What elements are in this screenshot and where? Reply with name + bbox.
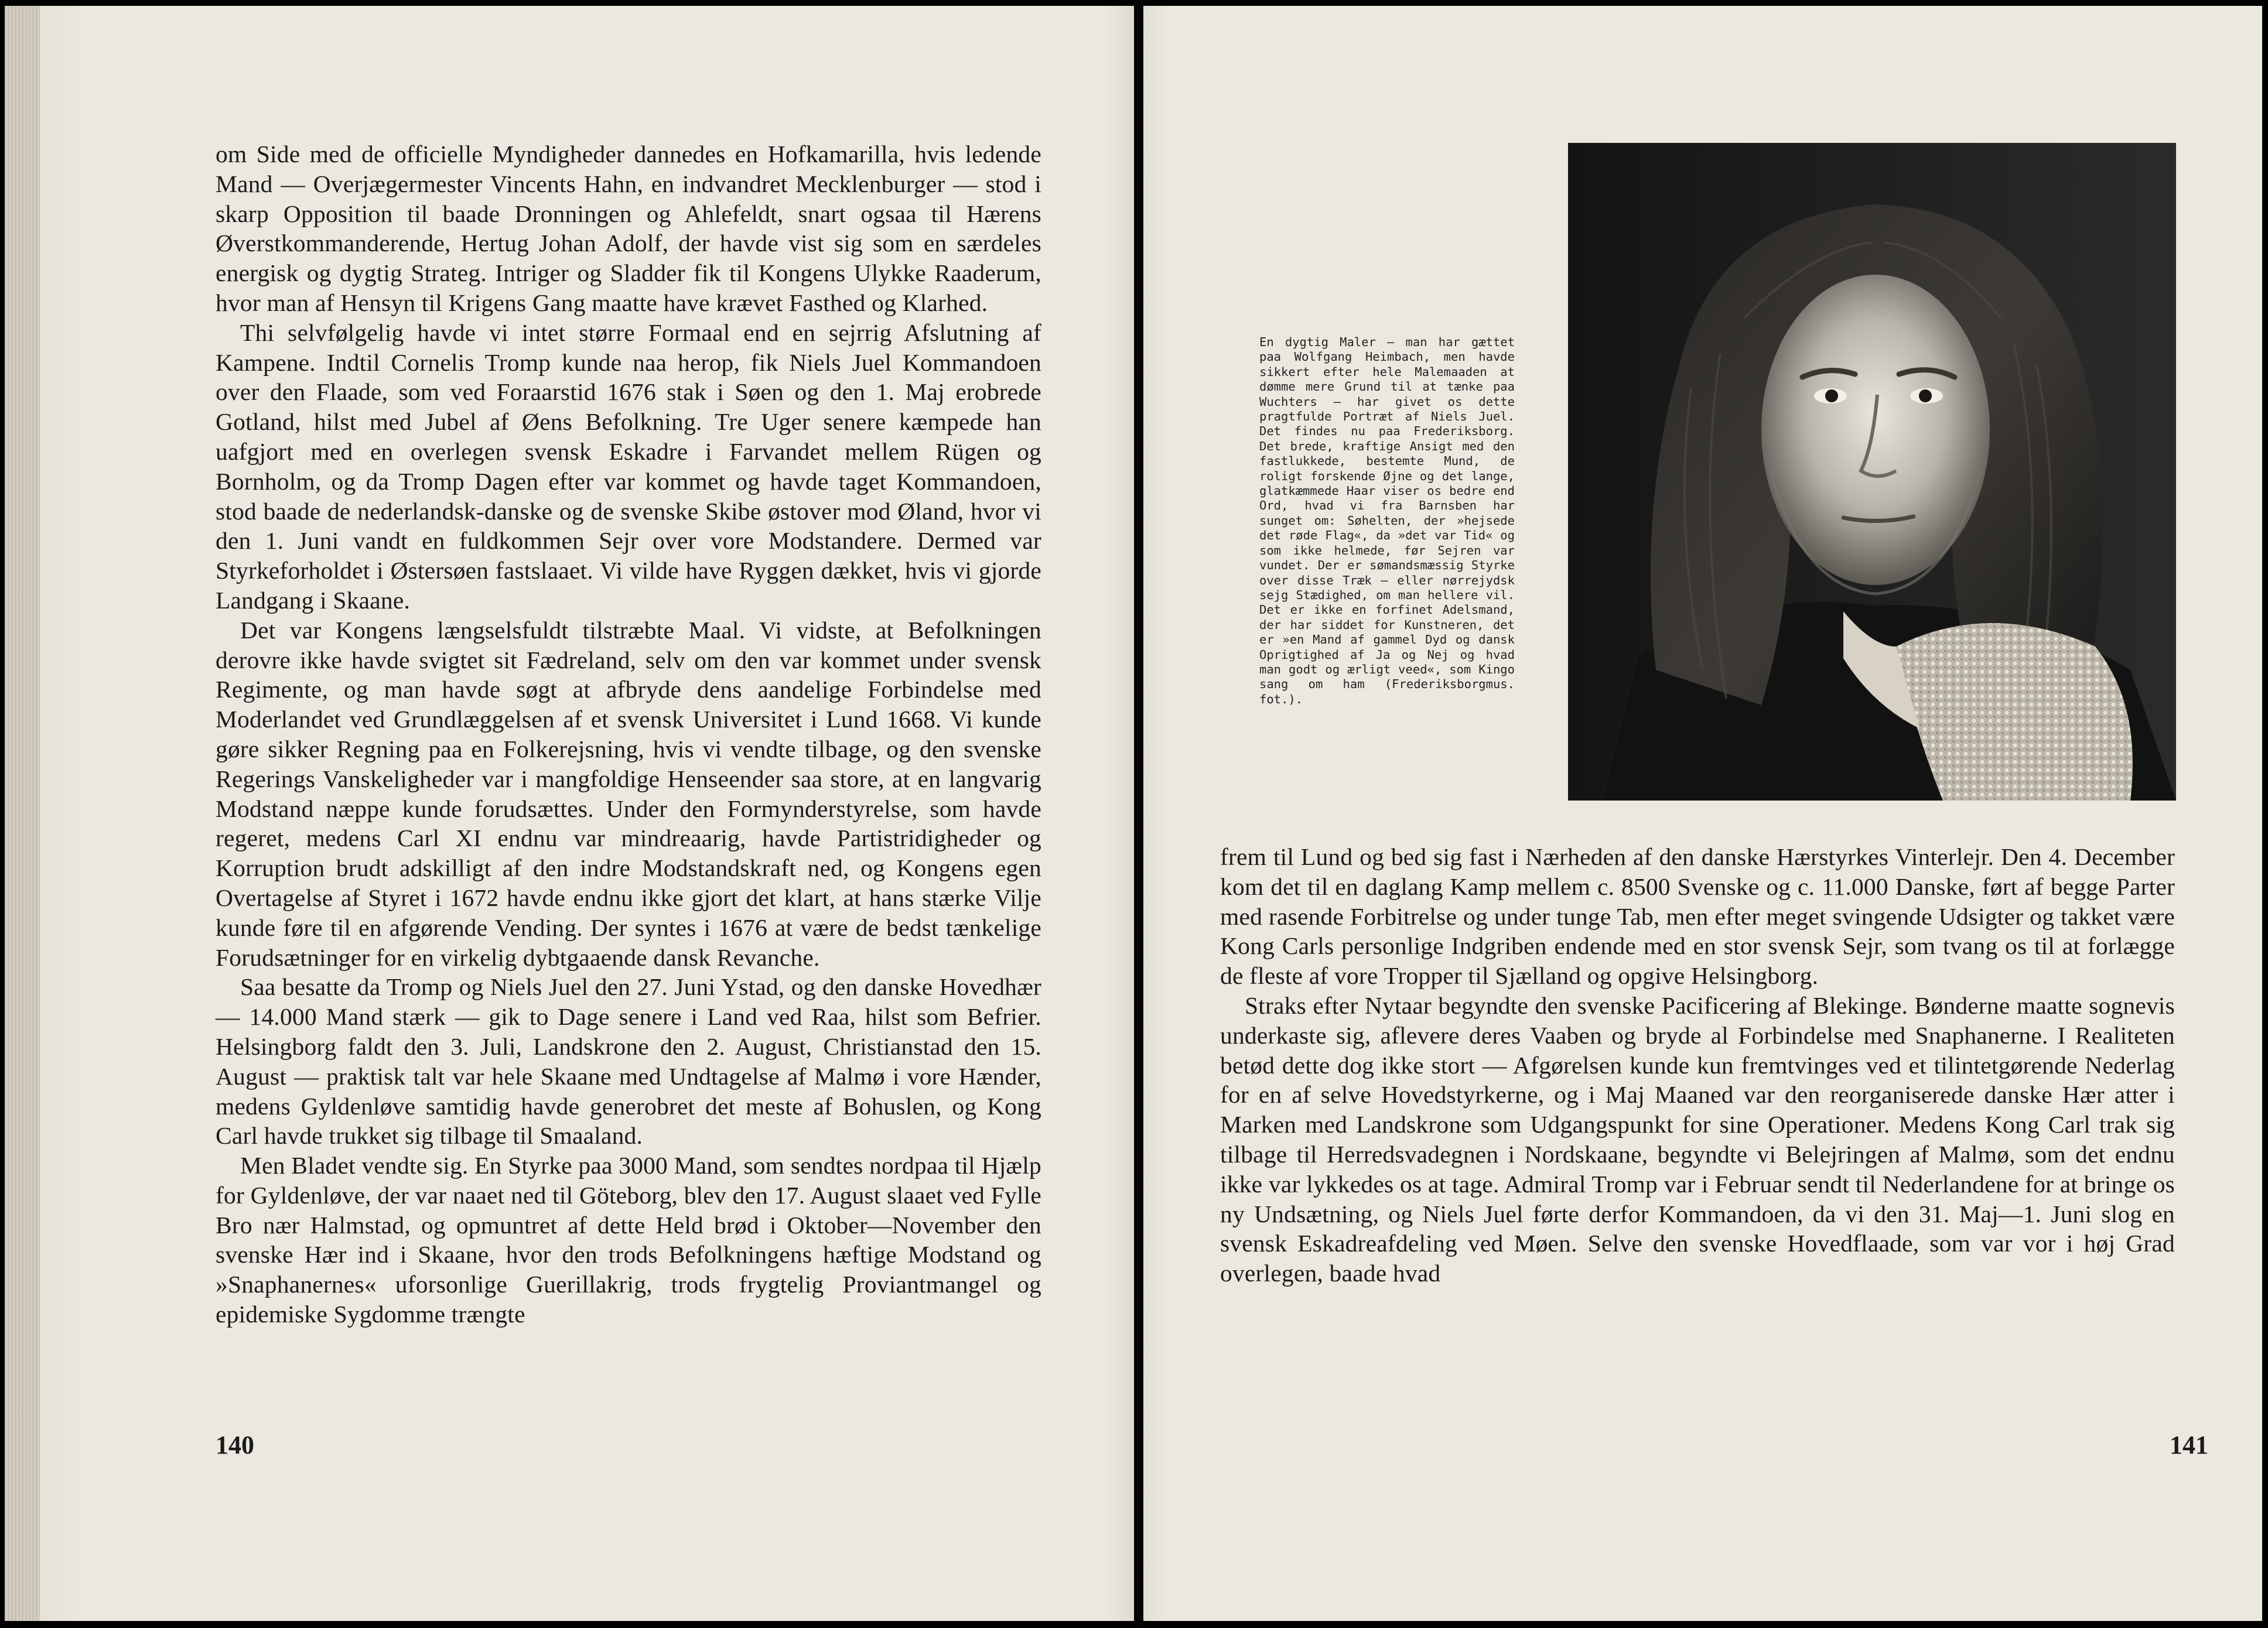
right-page (1143, 6, 2262, 1621)
paragraph: om Side med de officielle Myndigheder dannedes en Hofkamarilla, hvis ledende Mand — Overjægermester Vincents Hahn, en indvandret Mecklenburger — stod i skarp Opposition til baade Dronningen og Ahlefeldt, snart ogsaa til Hærens Øverstkommanderende, Hertug Johan Adolf, der havde vist sig som en særdeles energisk og dygtig Strateg. Intriger og Sladder fik til Kongens Ulykke Raaderum, hvor man af Hensyn til Krigens Gang maatte have krævet Fasthed og Klarhed. (216, 141, 1041, 316)
book-spine (1134, 0, 1143, 1628)
paragraph: Straks efter Nytaar begyndte den svenske Pacificering af Blekinge. Bønderne maatte sognevis underkaste sig, aflevere deres Vaaben og bryde al Forbindelse med Snaphanerne. I Realiteten betød dette dog ikke stort — Afgørelsen kunde kun fremtvinges ved et tilintetgørende Nederlag for en af selve Hovedstyrkerne, og i Maj Maaned var den reorganiserede danske Hær atter i Marken med Landskrone som Udgangspunkt for sine Operationer. Medens Kong Carl trak sig tilbage til Herredsvadegnen i Nordskaane, begyndte vi Belejringen af Malmø, som det endnu ikke var lykkedes os at tage. Admiral Tromp var i Februar sendt til Nederlandene for at bringe os ny Undsætning, og Niels Juel førte derfor Kommandoen, da vi den 31. Maj—1. Juni slog en svensk Eskadreafdeling ved Møen. Selve den svenske Hovedflaade, som var vor i høj Grad overlegen, baade hvad (1220, 991, 2175, 1287)
left-page-text (216, 139, 1041, 1329)
paragraph: Thi selvfølgelig havde vi intet større Formaal end en sejrrig Afslutning af Kampene. Indtil Cornelis Tromp kunde naa herop, fik Niels Juel Kommandoen over den Flaade, som ved Foraarstid 1676 stak i Søen og den 1. Maj erobrede Gotland, hilst med Jubel af Øens Befolkning. Tre Uger senere kæmpede han uafgjort med en overlegen svensk Eskadre i Farvandet mellem Rügen og Bornholm, og da Tromp Dagen efter var kommet og havde taget Kommandoen, stod baade de nederlandsk-danske og de svenske Skibe østover mod Øland, hvor vi den 1. Juni vandt en fuldkommen Sejr over vore Modstandere. Dermed var Styrkeforholdet i Østersøen fastslaaet. Vi vilde have Ryggen dækket, hvis vi gjorde Landgang i Skaane. (216, 319, 1041, 614)
portrait-caption: En dygtig Maler — man har gættet paa Wolfgang Heimbach, men havde sikkert efter hele Malemaaden at dømme mere Grund til at tænke paa Wuchters — har givet os dette pragtfulde Portræt af Niels Juel. Det findes nu paa Frederiksborg. Det brede, kraftige Ansigt med den fastlukkede, bestemte Mund, de roligt forskende Øjne og det lange, glatkæmmede Haar viser os bedre end Ord, hvad vi fra Barnsben har sunget om: Søhelten, der »hejsede det røde Flag«, da »det var Tid« og som ikke helmede, før Sejren var vundet. Der er sømandsmæssig Styrke over disse Træk — eller nørrejydsk sejg Stædighed, om man hellere vil. Det er ikke en forfinet Adelsmand, der har siddet for Kunstneren, det er »en Mand af gammel Dyd og dansk Oprigtighed af Ja og Nej og hvad man godt og ærligt veed«, som Kingo sang om ham (Frederiksborgmus. fot.). (1259, 335, 1515, 706)
portrait-image (1568, 143, 2176, 801)
page-edge-stack (5, 6, 40, 1621)
paragraph: Men Bladet vendte sig. En Styrke paa 3000 Mand, som sendtes nordpaa til Hjælp for Gyldenløve, der var naaet ned til Göteborg, blev den 17. August slaaet ved Fylle Bro nær Halmstad, og opmuntret af dette Held brød i Oktober—November den svenske Hær ind i Skaane, hvor den trods Befolkningens hæftige Modstand og »Snaphanernes« uforsonlige Guerillakrig, trods frygtelig Proviantmangel og epidemiske Sygdomme trængte (216, 1152, 1041, 1328)
paragraph: Det var Kongens længselsfuldt tilstræbte Maal. Vi vidste, at Befolkningen derovre ikke havde svigtet sit Fædreland, selv om den var kommet under svensk Regimente, og man havde søgt at afbryde dens aandelige Forbindelse med Moderlandet ved Grundlæggelsen af et svensk Universitet i Lund 1668. Vi kunde gøre sikker Regning paa en Folkerejsning, hvis vi vendte tilbage, og den svenske Regerings Vanskeligheder var i mangfoldige Henseender saa store, at en langvarig Modstand næppe kunde forudsættes. Under den Formynderstyrelse, som havde regeret, medens Carl XI endnu var mindreaarig, havde Partistridigheder og Korruption brudt adskilligt af den indre Modstandskraft ned, og Kongens egen Overtagelse af Styret i 1672 havde endnu ikke gjort det klart, at hans stærke Vilje kunde føre til en afgørende Vending. Der syntes i 1676 at være de bedst tænkelige Forudsætninger for en virkelig dybtgaaende dansk Revanche. (216, 616, 1041, 971)
paragraph: frem til Lund og bed sig fast i Nærheden af den danske Hærstyrkes Vinterlejr. Den 4. December kom det til en daglang Kamp mellem c. 8500 Svenske og c. 11.000 Danske, ført af begge Parter med rasende Forbitrelse og under tunge Tab, men efter meget svingende Udsigter og takket være Kong Carls personlige Indgriben endende med en stor svensk Sejr, som tvang os til at forlægge de fleste af vore Tropper til Sjælland og opgive Helsingborg. (1220, 843, 2175, 990)
page-number: 141 (2170, 1431, 2208, 1459)
page-number: 140 (216, 1431, 254, 1459)
paragraph: Saa besatte da Tromp og Niels Juel den 27. Juni Ystad, og den danske Hovedhær — 14.000 Mand stærk — gik to Dage senere i Land ved Raa, hilst som Befrier. Helsingborg faldt den 3. Juli, Landskrone den 2. August, Christianstad den 15. August — praktisk talt var hele Skaane med Undtagelse af Malmø i vore Hænder, medens Gyldenløve samtidig havde generobret det meste af Bohuslen, og Kong Carl havde trukket sig tilbage til Smaaland. (216, 973, 1041, 1150)
left-page (5, 6, 1134, 1621)
right-page-text (1220, 842, 2175, 1288)
